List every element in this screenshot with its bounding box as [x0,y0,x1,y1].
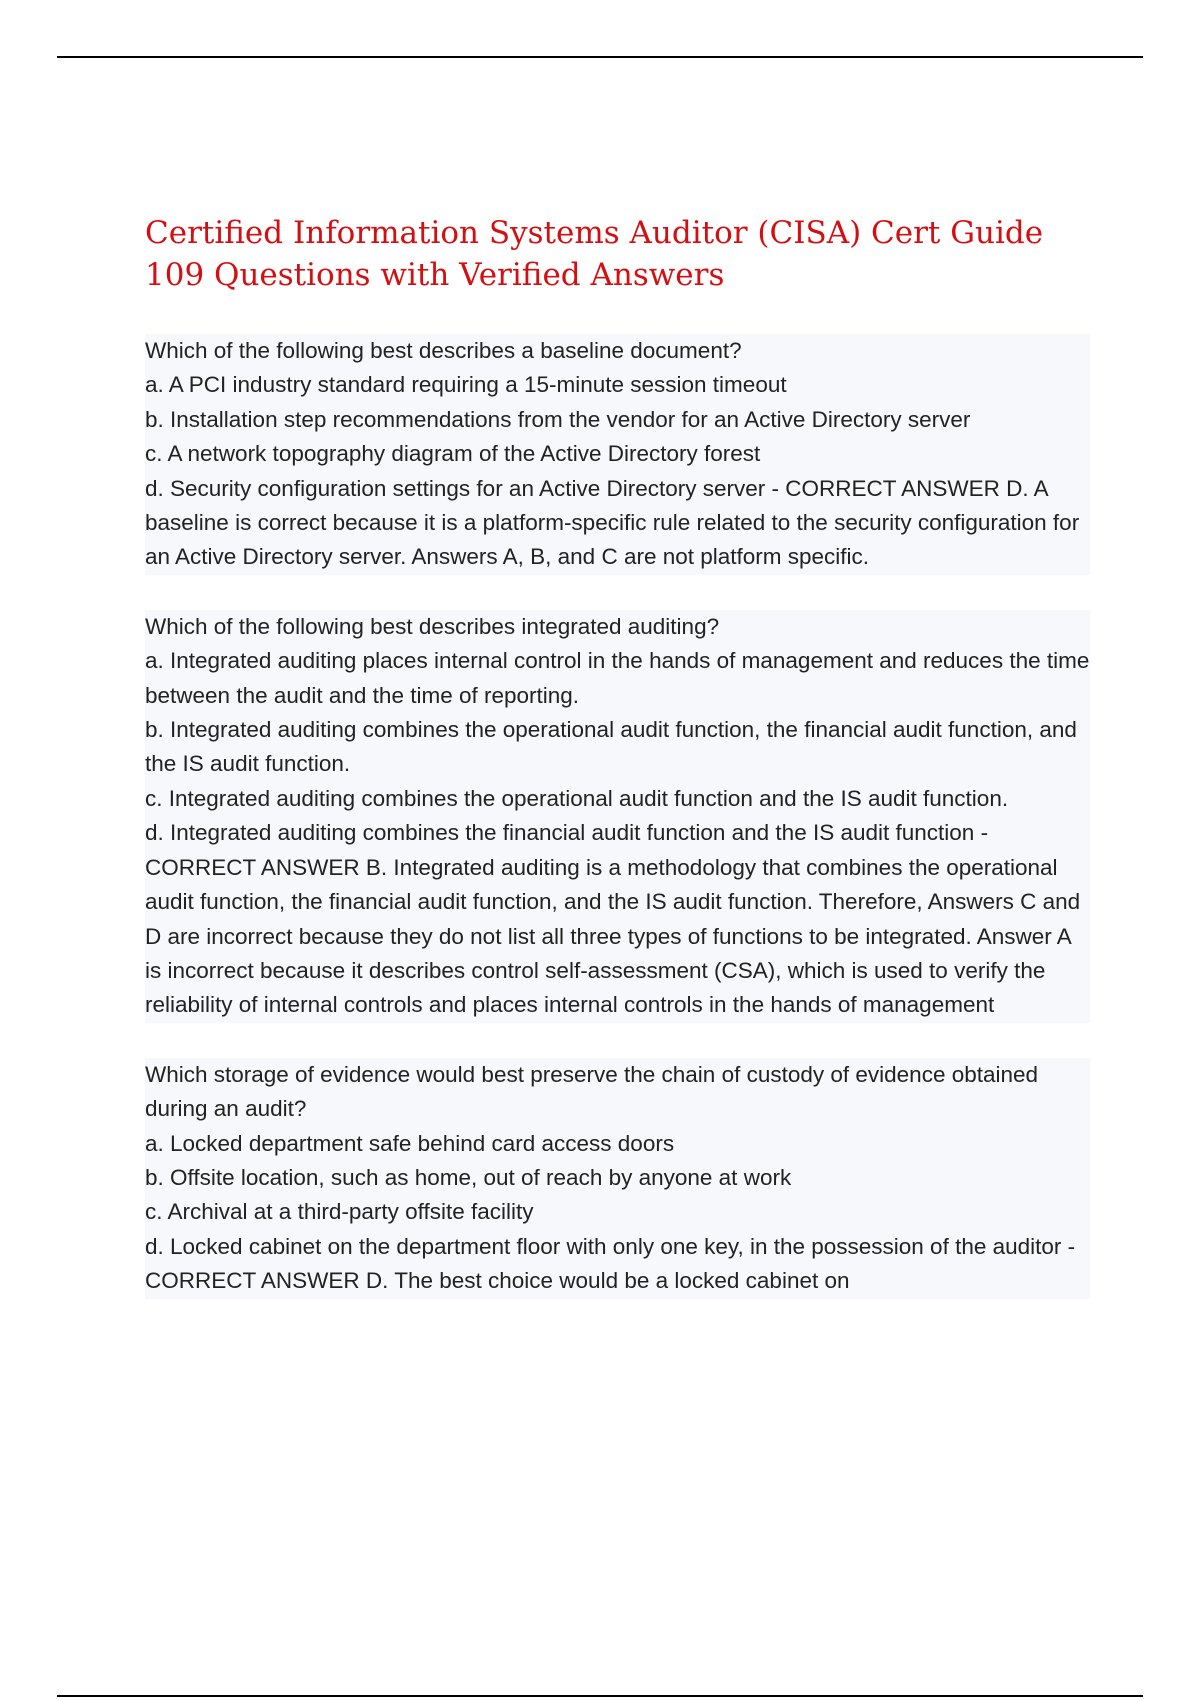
answer-option-a: a. A PCI industry standard requiring a 15-minute session timeout [145,368,1090,402]
question-block-1 [145,334,1090,575]
top-rule [57,56,1143,58]
question-text: Which of the following best describes a baseline document? [145,334,1090,368]
document-title: Certified Information Systems Auditor (CISA) Cert Guide 109 Questions with Verified Answers [145,215,1044,293]
answer-option-c: c. Integrated auditing combines the operational audit function and the IS audit function. [145,782,1090,816]
question-block-3 [145,1058,1090,1299]
answer-option-a: a. Integrated auditing places internal control in the hands of management and reduces the time between the audit and the time of reporting. [145,644,1090,713]
answer-option-b: b. Installation step recommendations from the vendor for an Active Directory server [145,403,1090,437]
document-body [145,212,1090,1334]
bottom-rule [57,1695,1143,1697]
answer-option-c: c. A network topography diagram of the Active Directory forest [145,437,1090,471]
question-text: Which of the following best describes integrated auditing? [145,610,1090,644]
answer-option-c: c. Archival at a third-party offsite facility [145,1195,1090,1229]
answer-option-d: d. Integrated auditing combines the financial audit function and the IS audit function - CORRECT ANSWER B. Integrated auditing is a methodology that combines the operational audit function, the financial audit function, and the IS audit function. Therefore, Answers C and D are incorrect because they do not list all three types of functions to be integrated. Answer A is incorrect because it describes control self-assessment (CSA), which is used to verify the reliability of internal controls and places internal controls in the hands of management [145,816,1090,1022]
question-text: Which storage of evidence would best preserve the chain of custody of evidence obtained during an audit? [145,1058,1090,1127]
answer-option-d: d. Security configuration settings for an Active Directory server - CORRECT ANSWER D. A baseline is correct because it is a platform-specific rule related to the security configuration for an Active Directory server. Answers A, B, and C are not platform specific. [145,472,1090,575]
answer-option-b: b. Integrated auditing combines the operational audit function, the financial audit function, and the IS audit function. [145,713,1090,782]
answer-option-a: a. Locked department safe behind card access doors [145,1127,1090,1161]
question-block-2 [145,610,1090,1023]
answer-option-d: d. Locked cabinet on the department floor with only one key, in the possession of the auditor - CORRECT ANSWER D. The best choice would be a locked cabinet on [145,1230,1090,1299]
answer-option-b: b. Offsite location, such as home, out of reach by anyone at work [145,1161,1090,1195]
